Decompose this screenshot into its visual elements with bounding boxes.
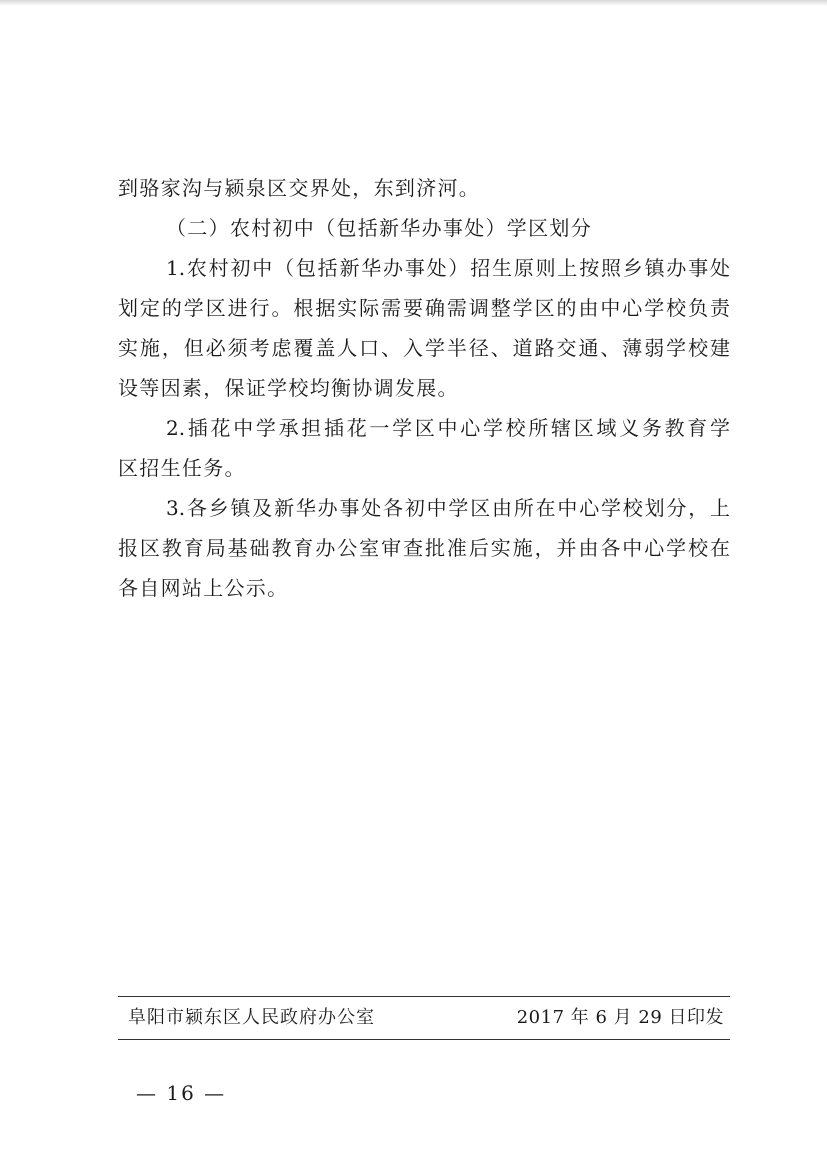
page-number: — 16 — xyxy=(136,1081,227,1105)
body-line: 1.农村初中（包括新华办事处）招生原则上按照乡镇办事处 xyxy=(166,256,730,280)
document-body xyxy=(118,168,730,608)
body-line: 各自网站上公示。 xyxy=(118,576,289,600)
body-line: 实施，但必须考虑覆盖人口、入学半径、道路交通、薄弱学校建 xyxy=(118,336,730,360)
body-line: 报区教育局基础教育办公室审查批准后实施，并由各中心学校在 xyxy=(118,536,730,560)
body-line: 2.插花中学承担插花一学区中心学校所辖区域义务教育学 xyxy=(166,416,730,440)
issue-date: 2017 年 6 月 29 日印发 xyxy=(516,1007,724,1028)
body-line: 3.各乡镇及新华办事处各初中学区由所在中心学校划分，上 xyxy=(166,496,730,520)
body-line: 到骆家沟与颍泉区交界处，东到济河。 xyxy=(118,176,481,200)
issuer-name: 阜阳市颍东区人民政府办公室 xyxy=(128,1007,375,1028)
scan-edge xyxy=(0,0,827,6)
body-line: 划定的学区进行。根据实际需要确需调整学区的由中心学校负责 xyxy=(118,296,730,320)
section-heading: （二）农村初中（包括新华办事处）学区划分 xyxy=(166,216,592,240)
body-line: 设等因素，保证学校均衡协调发展。 xyxy=(118,376,459,400)
body-line: 区招生任务。 xyxy=(118,456,246,480)
issuance-footer xyxy=(118,996,730,1040)
